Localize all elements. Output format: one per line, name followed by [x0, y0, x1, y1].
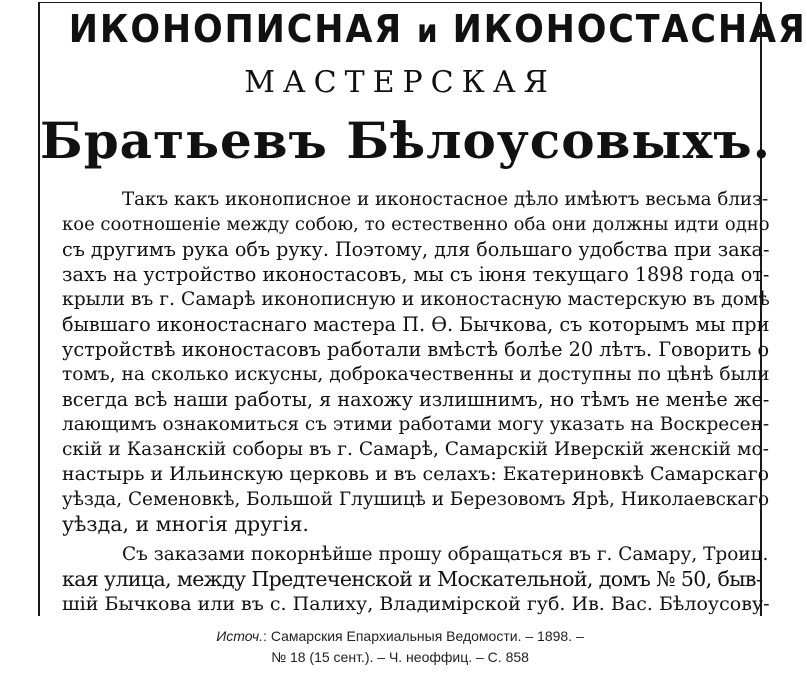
text-line: кое соотношеніе между собою, то естественно оба они должны идти одно: [62, 214, 770, 235]
caption-line-1: [0, 626, 800, 647]
text-line: кая улица, между Предтеченской и Москательной, домъ № 50, быв-: [62, 567, 763, 591]
text-line: Такъ какъ иконописное и иконостасное дѣло имѣютъ весьма близ-: [122, 189, 769, 210]
text-line: томъ, на сколько искусны, доброкачественны и доступны по цѣнѣ были: [62, 364, 770, 385]
text-line: устройствѣ иконостасовъ работали вмѣстѣ болѣе 20 лѣтъ. Говорить о: [62, 338, 770, 361]
heading-line-2: МАСТЕРСКАЯ: [244, 65, 556, 100]
caption-source-label: Источ.: [216, 628, 264, 644]
text-line: уѣзда, и многія другія.: [62, 512, 309, 536]
advertisement-clipping: [38, 2, 807, 616]
paragraph-1: [62, 187, 770, 537]
heading-conjunction: и: [417, 12, 439, 50]
heading-line-1: [68, 7, 807, 51]
source-caption: [0, 626, 800, 668]
caption-source-text: : Самарския Епархиальныя Ведомости. – 1898. –: [263, 628, 584, 644]
text-line: захъ на устройство иконостасовъ, мы съ іюня текущаго 1898 года от-: [62, 263, 770, 286]
text-line: бывшаго иконостаснаго мастера П. Ѳ. Бычкова, съ которымъ мы при: [62, 313, 770, 336]
text-line: всегда всѣ наши работы, я нахожу излишнимъ, но тѣмъ не менѣе же-: [62, 388, 770, 411]
text-line: настырь и Ильинскую церковь и въ селахъ: Екатериновкѣ Самарскаго: [62, 463, 770, 485]
text-line: съ другимъ рука объ руку. Поэтому, для большаго удобства при зака-: [62, 238, 770, 261]
text-line: уѣзда, Семеновкѣ, Большой Глушицѣ и Березовомъ Ярѣ, Николаевскаго: [62, 489, 770, 510]
text-line: крыли въ г. Самарѣ иконописную и иконостасную мастерскую въ домѣ: [62, 289, 770, 310]
heading-line-3: Братьевъ Бѣлоусовыхъ.: [40, 111, 772, 170]
heading-word-iconopisnaya: ИКОНОПИСНАЯ: [68, 7, 403, 51]
paragraph-2: [62, 542, 770, 617]
text-line: скій и Казанскій соборы въ г. Самарѣ, Самарскій Иверскій женскій мо-: [62, 439, 769, 460]
caption-line-2: № 18 (15 сент.). – Ч. неоффиц. – С. 858: [271, 649, 529, 665]
text-line: Съ заказами покорнѣйше прошу обращаться въ г. Самару, Троиц.: [122, 544, 769, 565]
heading-word-ikonostasnaya: ИКОНОСТАСНАЯ: [452, 7, 807, 51]
text-line: лающимъ ознакомиться съ этими работами могу указать на Воскресен-: [62, 414, 770, 435]
text-line: шій Бычкова или въ с. Палиху, Владимірской губ. Ив. Вас. Бѣлоусову-: [62, 593, 770, 615]
